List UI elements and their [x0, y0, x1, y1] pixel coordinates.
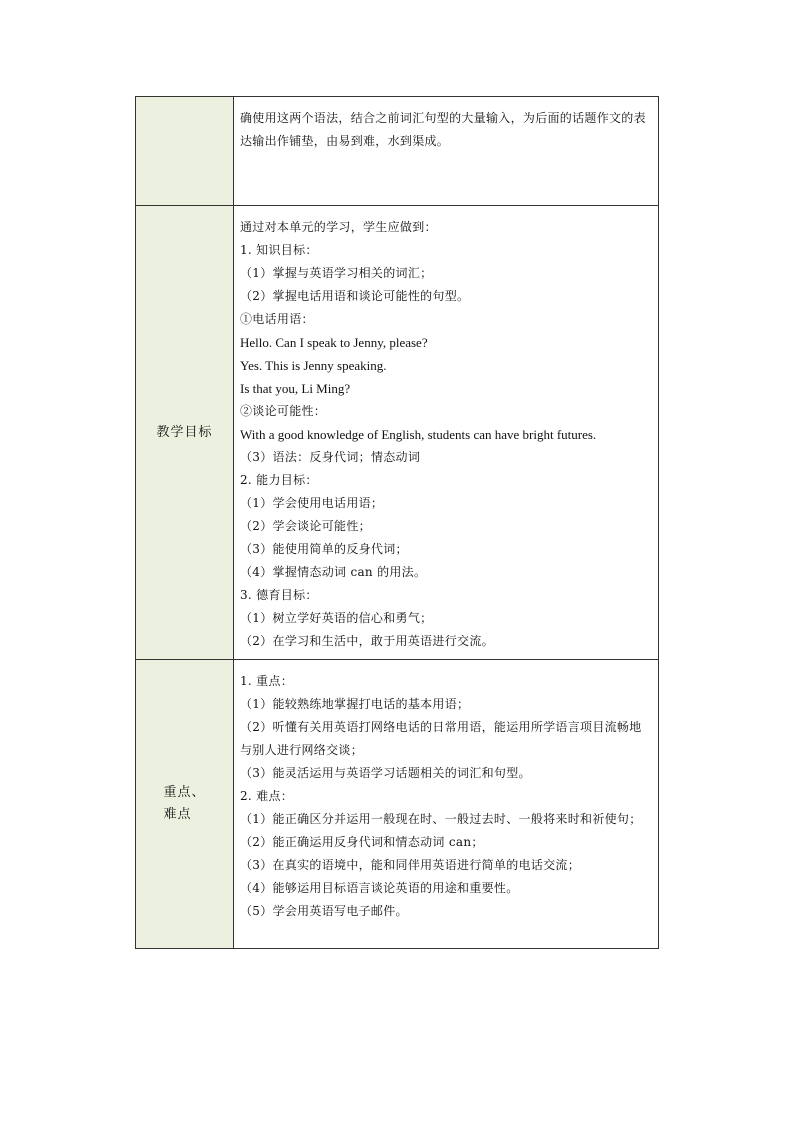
content-line: 1. 重点：	[240, 674, 294, 688]
content-line: （3）语法：反身代词；情态动词	[240, 450, 421, 464]
table-row	[136, 660, 659, 949]
content-line: （1）能正确区分并运用一般现在时、一般过去时、一般将来时和祈使句；	[240, 812, 642, 826]
content-line: Yes. This is Jenny speaking.	[240, 358, 387, 373]
row-content-cell	[234, 206, 659, 660]
content-line: （4）能够运用目标语言谈论英语的用途和重要性。	[240, 881, 519, 895]
lesson-plan-table	[135, 96, 659, 949]
content-line: 通过对本单元的学习，学生应做到：	[240, 220, 437, 234]
content-line: ②谈论可能性：	[240, 404, 327, 418]
content-line: （1）学会使用电话用语；	[240, 496, 384, 510]
content-line: （1）掌握与英语学习相关的词汇；	[240, 266, 433, 280]
row-label-cell	[136, 660, 234, 949]
content-line: With a good knowledge of English, students can have bright futures.	[240, 427, 597, 442]
row-label	[163, 782, 205, 826]
row-label: 教学目标	[156, 424, 213, 440]
content-line: （4）掌握情态动词 can 的用法。	[240, 565, 427, 579]
row-label-cell	[136, 97, 234, 206]
content-line: 2. 能力目标：	[240, 473, 318, 487]
content-line: （2）能正确运用反身代词和情态动词 can；	[240, 835, 484, 849]
content-line: 确使用这两个语法，结合之前词汇句型的大量输入，为后面的话题作文的表达输出作铺垫，由易到难，水到渠成。	[240, 111, 646, 148]
content-line: （1）树立学好英语的信心和勇气；	[240, 611, 433, 625]
content-line: （2）听懂有关用英语打网络电话的日常用语，能运用所学语言项目流畅地与别人进行网络交谈；	[240, 720, 642, 757]
row-label-line: 难点	[163, 807, 192, 822]
content-line: （3）在真实的语境中，能和同伴用英语进行简单的电话交流；	[240, 858, 581, 872]
content-line: （5）学会用英语写电子邮件。	[240, 904, 408, 918]
content-line: 1. 知识目标：	[240, 243, 318, 257]
content-line: 3. 德育目标：	[240, 588, 318, 602]
content-line: （1）能较熟练地掌握打电话的基本用语；	[240, 697, 470, 711]
content-line: （3）能灵活运用与英语学习话题相关的词汇和句型。	[240, 766, 531, 780]
content-line: Hello. Can I speak to Jenny, please?	[240, 335, 428, 350]
content-line: Is that you, Li Ming?	[240, 381, 351, 396]
row-label-line: 重点、	[163, 785, 206, 800]
content-line: ①电话用语：	[240, 312, 314, 326]
content-line: （2）学会谈论可能性；	[240, 519, 371, 533]
content-line: （2）在学习和生活中，敢于用英语进行交流。	[240, 634, 494, 648]
content-line: （3）能使用简单的反身代词；	[240, 542, 408, 556]
row-label-cell	[136, 206, 234, 660]
content-line: 2. 难点：	[240, 789, 294, 803]
table-row	[136, 206, 659, 660]
table-row	[136, 97, 659, 206]
row-content-cell	[234, 97, 659, 206]
content-line: （2）掌握电话用语和谈论可能性的句型。	[240, 289, 470, 303]
row-content-cell	[234, 660, 659, 949]
